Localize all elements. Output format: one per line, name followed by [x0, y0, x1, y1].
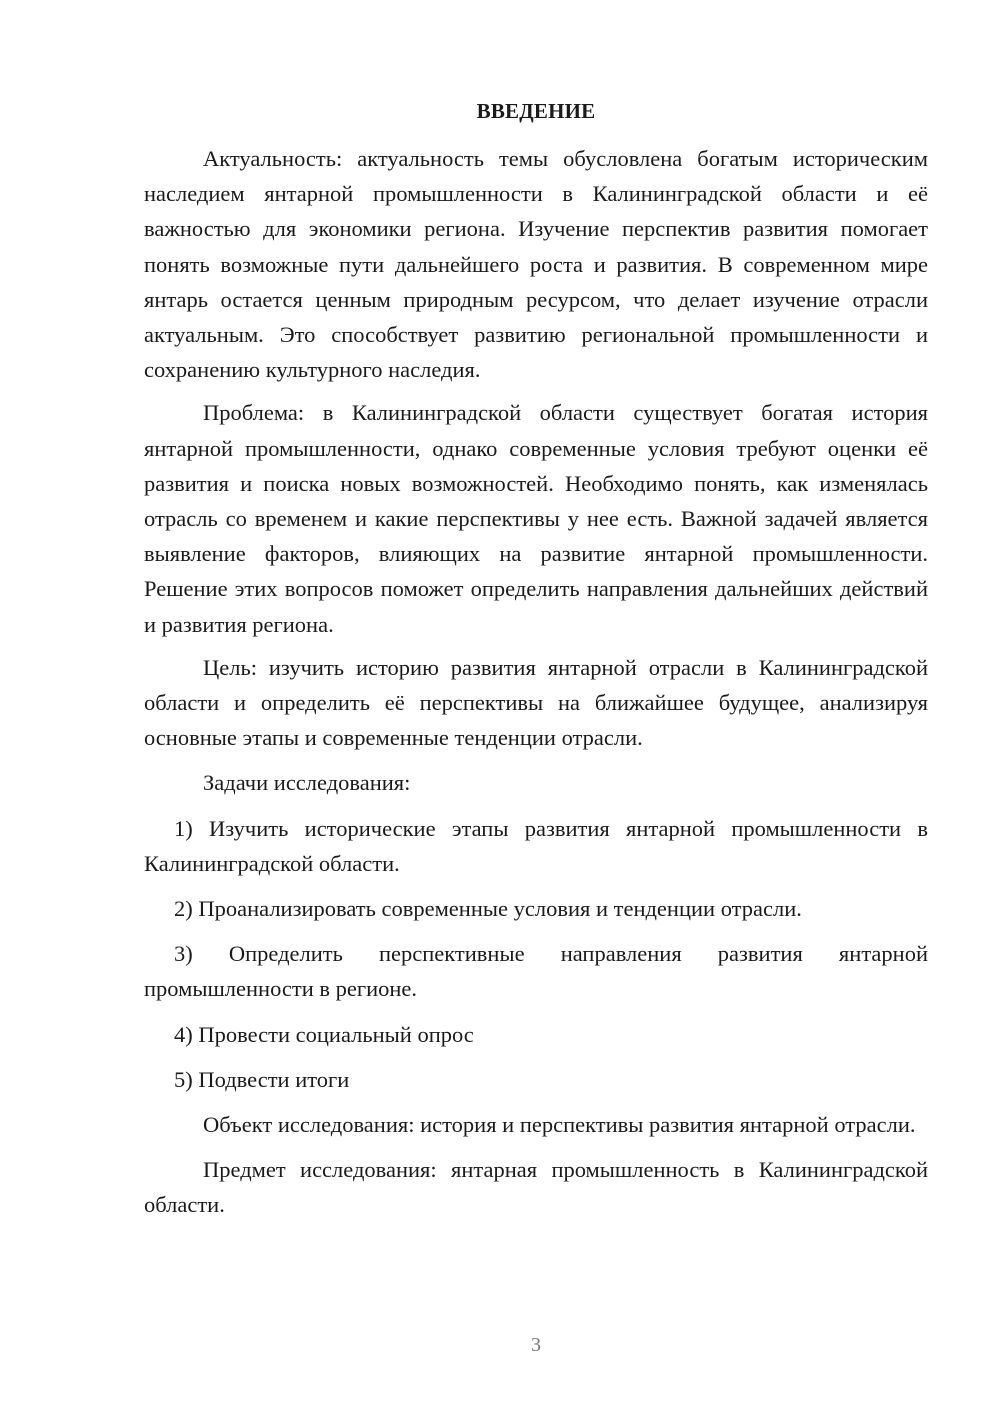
section-heading: ВВЕДЕНИЕ: [476, 99, 596, 123]
problem-paragraph: Проблема: в Калининградской области существует богатая история янтарной промышленности, однако современные условия требуют оценки её развития и поиска новых возможностей. Необходимо понять, как изменялась отрасль со временем и какие перспективы у нее есть. Важной задачей является выявление факторов, влияющих на развитие янтарной промышленности. Решение этих вопросов поможет определить направления дальнейших действий и развития региона.: [144, 400, 928, 637]
body-text: [144, 141, 928, 1231]
task-item: 4) Провести социальный опрос: [174, 1021, 474, 1047]
task-item: 2) Проанализировать современные условия и тенденции отрасли.: [174, 896, 802, 922]
task-item: 5) Подвести итоги: [174, 1066, 350, 1092]
tasks-title: Задачи исследования:: [203, 770, 411, 796]
tasks-list: [144, 811, 928, 1097]
task-item: 1) Изучить исторические этапы развития янтарной промышленности в Калининградской области.: [144, 815, 928, 876]
object-paragraph: Объект исследования: история и перспективы развития янтарной отрасли.: [203, 1112, 916, 1138]
relevance-paragraph: Актуальность: актуальность темы обусловлена богатым историческим наследием янтарной промышленности в Калининградской области и её важностью для экономики региона. Изучение перспектив развития помогает понять возможные пути дальнейшего роста и развития. В современном мире янтарь остается ценным природным ресурсом, что делает изучение отрасли актуальным. Это способствует развитию региональной промышленности и сохранению культурного наследия.: [144, 146, 928, 383]
subject-paragraph: Предмет исследования: янтарная промышленность в Калининградской области.: [144, 1157, 928, 1218]
page-number: 3: [531, 1334, 541, 1356]
task-item: 3) Определить перспективные направления развития янтарной промышленности в регионе.: [144, 941, 928, 1002]
goal-paragraph: Цель: изучить историю развития янтарной отрасли в Калининградской области и определить её перспективы на ближайшее будущее, анализируя основные этапы и современные тенденции отрасли.: [144, 654, 928, 751]
